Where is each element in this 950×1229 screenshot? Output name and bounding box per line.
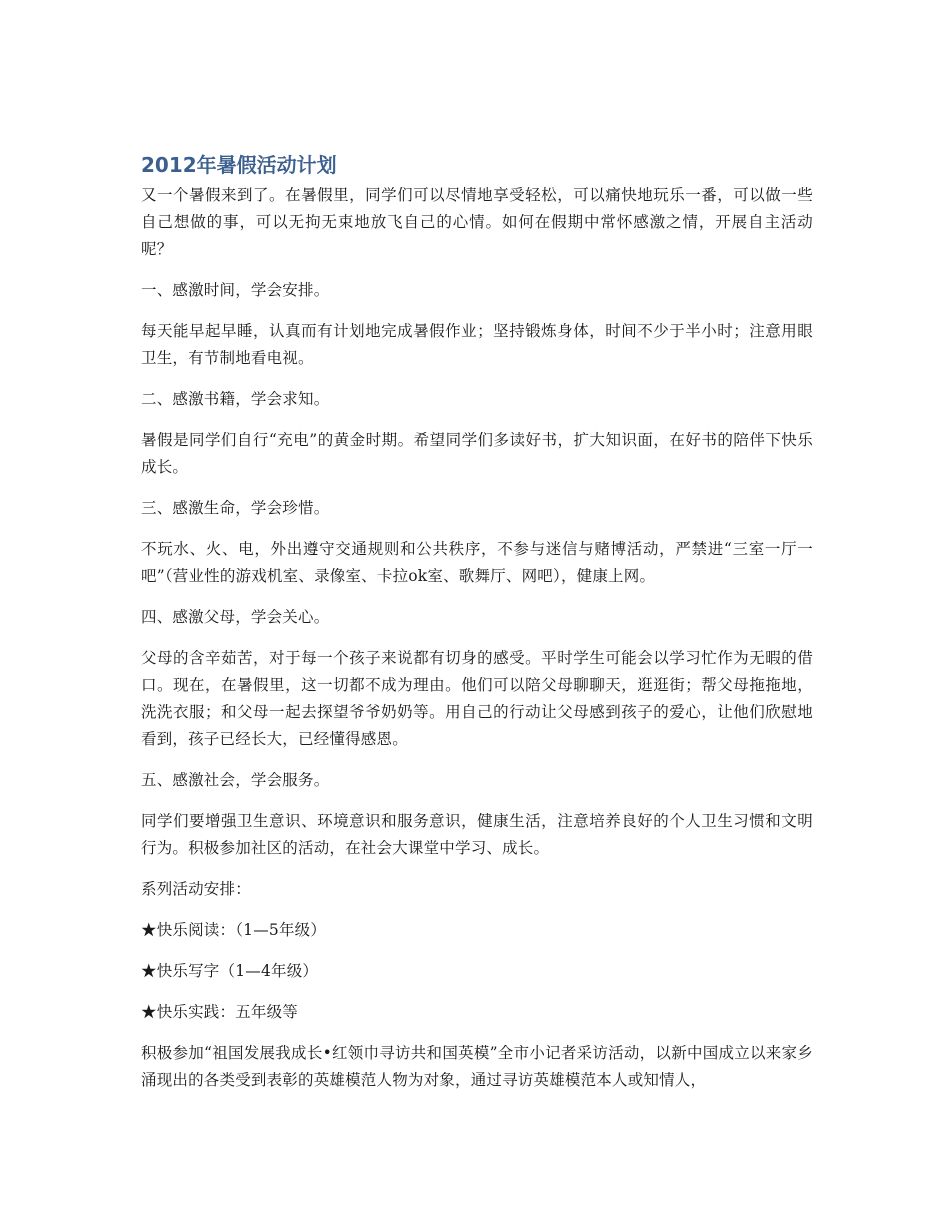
section-body-4: 父母的含辛茹苦，对于每一个孩子来说都有切身的感受。平时学生可能会以学习忙作为无暇的借口。现在，在暑假里，这一切都不成为理由。他们可以陪父母聊聊天，逛逛街；帮父母拖拖地，洗洗衣服；和父母一起去探望爷爷奶奶等。用自己的行动让父母感到孩子的爱心，让他们欣慰地看到，孩子已经长大，已经懂得感恩。 [141,649,813,748]
intro-paragraph: 又一个暑假来到了。在暑假里，同学们可以尽情地享受轻松，可以痛快地玩乐一番，可以做一些自己想做的事，可以无拘无束地放飞自己的心情。如何在假期中常怀感激之情，开展自主活动呢？ [141,186,813,258]
section-body-3: 不玩水、火、电，外出遵守交通规则和公共秩序，不参与迷信与赌博活动，严禁进“三室一厅一吧”（营业性的游戏机室、录像室、卡拉ok室、歌舞厅、网吧），健康上网。 [141,540,813,585]
section-body-2: 暑假是同学们自行“充电”的黄金时期。希望同学们多读好书，扩大知识面，在好书的陪伴下快乐成长。 [141,431,813,476]
document-page [141,150,813,1108]
section-heading-3: 三、感激生命，学会珍惜。 [141,499,330,517]
activity-item-practice: ★快乐实践：五年级等 [141,1003,299,1021]
closing-paragraph: 积极参加“祖国发展我成长•红领巾寻访共和国英模”全市小记者采访活动，以新中国成立以来家乡涌现出的各类受到表彰的英雄模范人物为对象，通过寻访英雄模范本人或知情人， [141,1044,813,1089]
activity-item-writing: ★快乐写字（1—4年级） [141,962,319,980]
section-heading-1: 一、感激时间，学会安排。 [141,281,330,299]
section-body-1: 每天能早起早睡，认真而有计划地完成暑假作业；坚持锻炼身体，时间不少于半小时；注意用眼卫生，有节制地看电视。 [141,322,813,367]
section-heading-4: 四、感激父母，学会关心。 [141,608,330,626]
activity-item-reading: ★快乐阅读：（1—5年级） [141,921,327,939]
document-title: 2012年暑假活动计划 [141,153,337,177]
section-heading-5: 五、感激社会，学会服务。 [141,771,330,789]
section-body-5: 同学们要增强卫生意识、环境意识和服务意识，健康生活，注意培养良好的个人卫生习惯和文明行为。积极参加社区的活动，在社会大课堂中学习、成长。 [141,812,813,857]
activity-schedule-heading: 系列活动安排： [141,880,251,898]
section-heading-2: 二、感激书籍，学会求知。 [141,390,330,408]
